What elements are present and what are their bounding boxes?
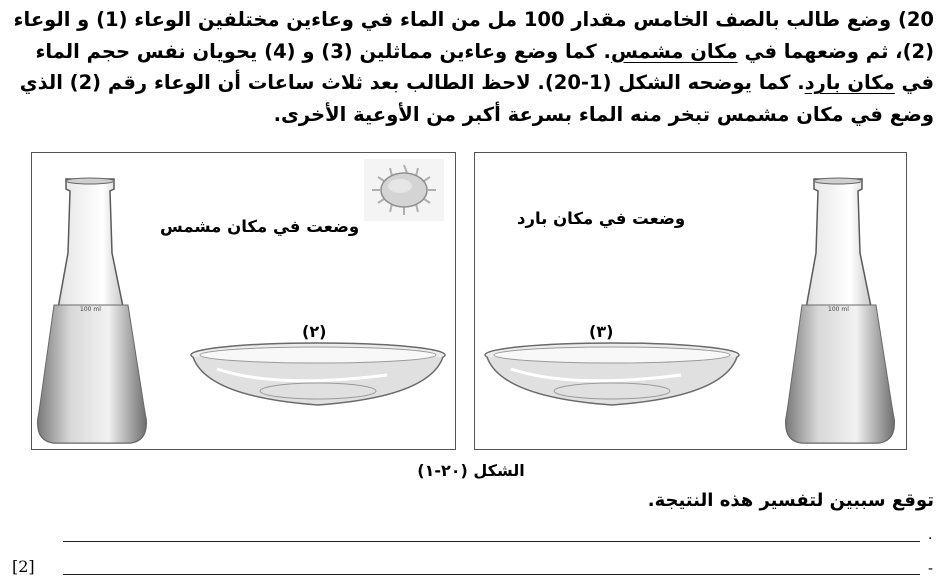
question-number: 20) bbox=[897, 8, 934, 31]
answer-line-1[interactable] bbox=[63, 541, 920, 542]
flask-4-marking: 100 ml bbox=[828, 306, 849, 313]
dish-3-icon bbox=[481, 341, 743, 413]
flask-1-icon bbox=[32, 175, 152, 445]
vessel-3-label: (٣) bbox=[589, 322, 614, 341]
sun-icon bbox=[364, 159, 444, 221]
sunny-place-term: مكان مشمس bbox=[610, 39, 738, 63]
dish-2-icon bbox=[187, 341, 449, 413]
prompt-text: توقع سببين لتفسير هذه النتيجة. bbox=[647, 490, 934, 511]
vessel-2-label: (٢) bbox=[302, 322, 327, 341]
question-part-1: وضع طالب بالصف الخامس مقدار 100 مل من الماء في وعاءين مختلفين الوعاء (1) و الوعاء (2)، ثم وضعهما في bbox=[13, 8, 934, 63]
sunny-place-panel bbox=[31, 152, 456, 450]
question-text bbox=[8, 4, 934, 130]
marks-indicator: [2] bbox=[12, 557, 35, 576]
cold-place-label: وضعت في مكان بارد bbox=[517, 209, 686, 228]
figure-caption: الشكل (٢٠-١) bbox=[417, 461, 525, 480]
sunny-place-label: وضعت في مكان مشمس bbox=[160, 217, 360, 236]
cold-place-panel bbox=[474, 152, 907, 450]
question-part-3: . كما يوضحه الشكل (1-20). لاحظ الطالب بعد ثلاث ساعات أن الوعاء رقم (2) الذي وضع في مكان مشمس تبخر منه الماء بسرعة أكبر من الأوعية الأخرى. bbox=[19, 71, 934, 126]
flask-4-icon bbox=[780, 175, 900, 445]
question-part-2: . كما وضع وعاءين مماثلين (3) و (4) يحويان نفس حجم الماء في bbox=[35, 39, 934, 94]
answer-line-2-marker: - bbox=[928, 561, 934, 577]
cold-place-term: مكان بارد bbox=[804, 71, 895, 94]
answer-line-2[interactable] bbox=[63, 574, 920, 575]
answer-line-1-marker: . bbox=[928, 527, 933, 543]
flask-1-marking: 100 ml bbox=[80, 306, 101, 313]
